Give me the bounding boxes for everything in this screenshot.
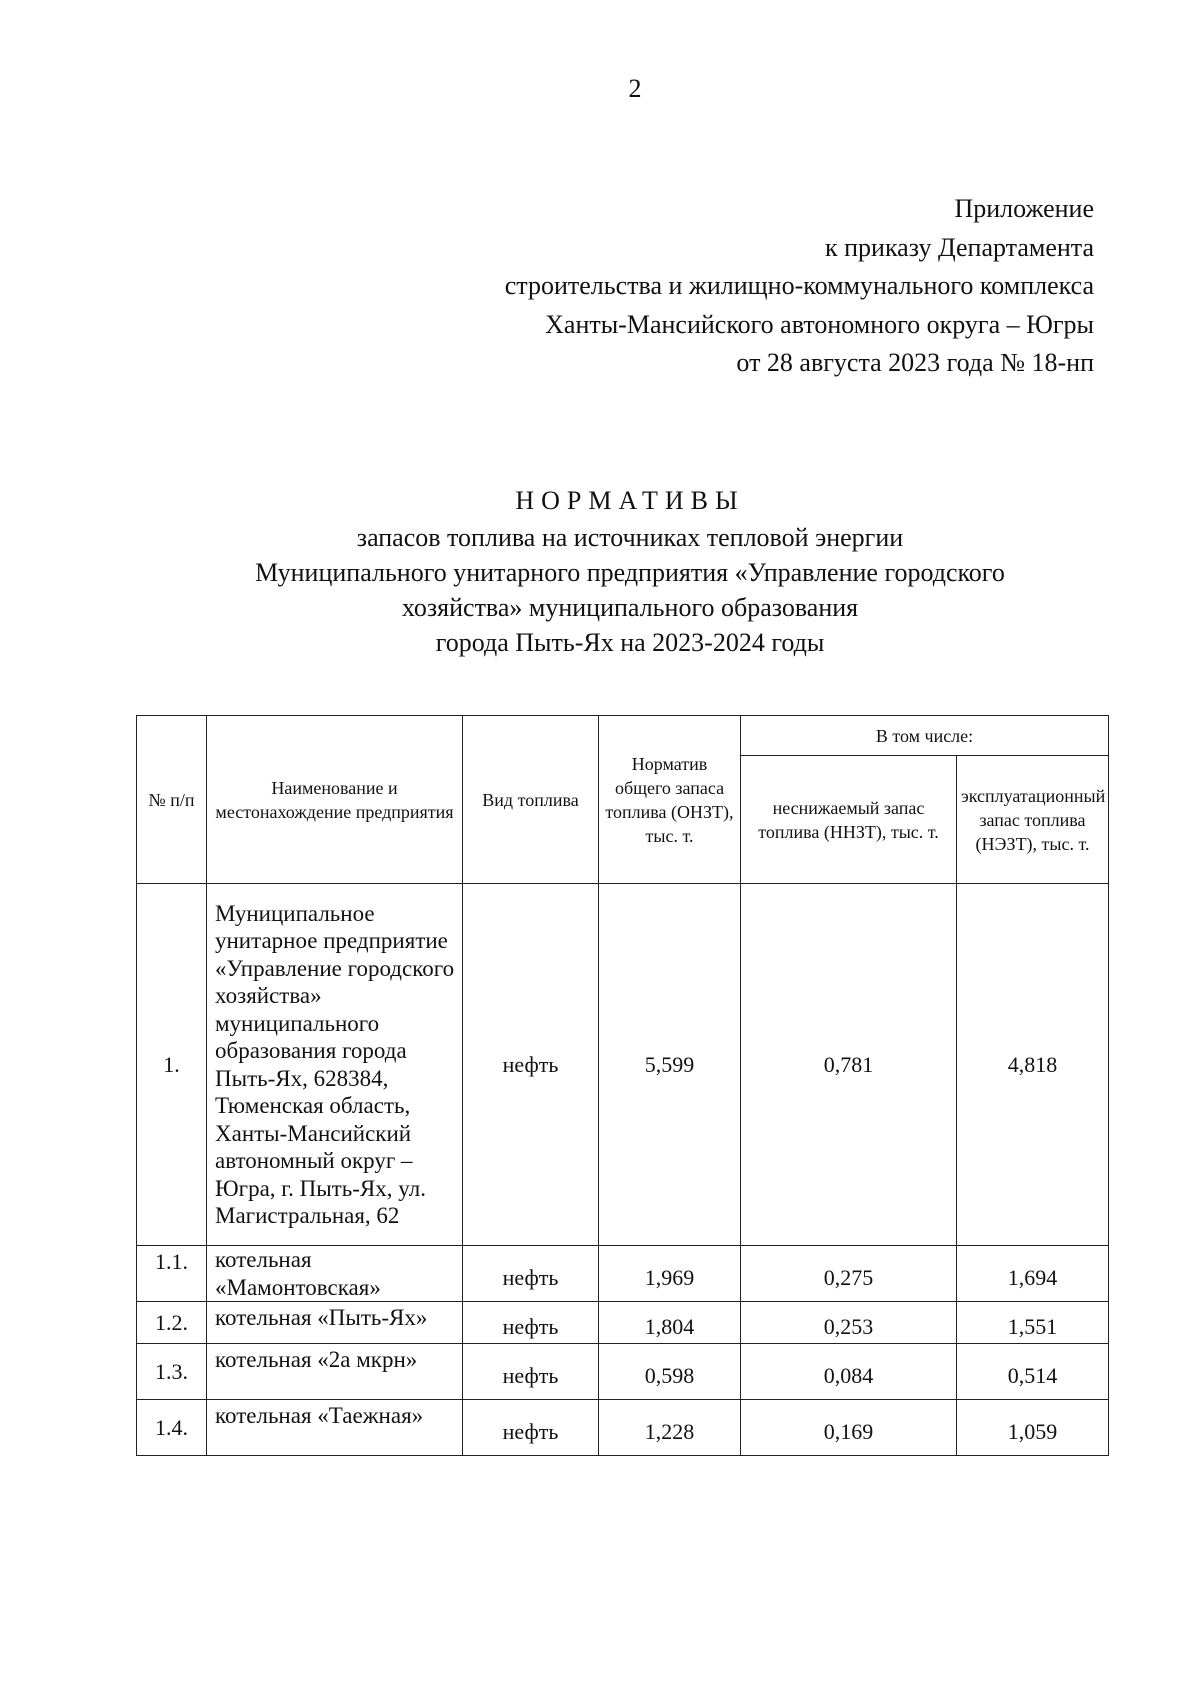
row-number: 1.4. [137, 1400, 207, 1456]
row-total: 1,228 [599, 1400, 741, 1456]
header-number: № п/п [137, 716, 207, 884]
table-row [137, 1246, 1109, 1302]
row-nezt: 0,514 [957, 1344, 1109, 1400]
row-nezt: 1,059 [957, 1400, 1109, 1456]
row-fuel: нефть [463, 884, 599, 1246]
header-nezt: эксплуатационный запас топлива (НЭЗТ), тыс. т. [957, 756, 1109, 884]
appendix-block [505, 190, 1094, 383]
appendix-line: Приложение [954, 194, 1094, 223]
row-number: 1. [137, 884, 207, 1246]
appendix-line: от 28 августа 2023 года № 18-нп [736, 348, 1094, 377]
row-nezt: 1,551 [957, 1302, 1109, 1344]
page-number: 2 [628, 74, 642, 103]
row-name: котельная «2а мкрн» [207, 1344, 463, 1400]
fuel-norms-table [136, 715, 1109, 1456]
row-name: котельная «Мамонтовская» [207, 1246, 463, 1302]
row-name: котельная «Пыть-Ях» [207, 1302, 463, 1344]
row-total: 5,599 [599, 884, 741, 1246]
row-number: 1.2. [137, 1302, 207, 1344]
header-name: Наименование и местонахождение предприятия [207, 716, 463, 884]
row-nnzt: 0,253 [741, 1302, 957, 1344]
appendix-line: Ханты-Мансийского автономного округа – Югры [545, 309, 1094, 339]
subtitle-line: города Пыть-Ях на 2023-2024 годы [435, 628, 825, 657]
table-row [137, 1400, 1109, 1456]
row-nnzt: 0,781 [741, 884, 957, 1246]
header-total: Норматив общего запаса топлива (ОНЗТ), тыс. т. [599, 716, 741, 884]
row-fuel: нефть [463, 1344, 599, 1400]
row-name: Муниципальное унитарное предприятие «Управление городского хозяйства» муниципального образования города Пыть-Ях, 628384, Тюменская область, Ханты-Мансийский автономный округ – Югра, г. Пыть-Ях, ул. Магистральная, 62 [207, 884, 463, 1246]
appendix-line: к приказу Департамента [824, 232, 1094, 262]
row-nnzt: 0,275 [741, 1246, 957, 1302]
row-fuel: нефть [463, 1302, 599, 1344]
row-nnzt: 0,169 [741, 1400, 957, 1456]
subtitle-line: Муниципального унитарного предприятия «Управление городского [255, 558, 1005, 587]
row-nezt: 4,818 [957, 884, 1109, 1246]
row-fuel: нефть [463, 1246, 599, 1302]
subtitle-line: запасов топлива на источниках тепловой энергии [356, 523, 904, 552]
row-name: котельная «Таежная» [207, 1400, 463, 1456]
row-total: 1,969 [599, 1246, 741, 1302]
subtitle-line: хозяйства» муниципального образования [401, 593, 859, 622]
row-fuel: нефть [463, 1400, 599, 1456]
row-number: 1.3. [137, 1344, 207, 1400]
header-nnzt: неснижаемый запас топлива (ННЗТ), тыс. т. [741, 756, 957, 884]
table-row [137, 1302, 1109, 1344]
table-row [137, 1344, 1109, 1400]
header-including: В том числе: [741, 716, 1109, 756]
row-nnzt: 0,084 [741, 1344, 957, 1400]
row-total: 0,598 [599, 1344, 741, 1400]
row-number: 1.1. [137, 1246, 207, 1302]
document-subtitle [0, 520, 1200, 660]
appendix-line: строительства и жилищно-коммунального комплекса [504, 271, 1094, 300]
header-fuel: Вид топлива [463, 716, 599, 884]
row-nezt: 1,694 [957, 1246, 1109, 1302]
row-total: 1,804 [599, 1302, 741, 1344]
table-row [137, 884, 1109, 1246]
document-title: НОРМАТИВЫ [515, 486, 745, 515]
